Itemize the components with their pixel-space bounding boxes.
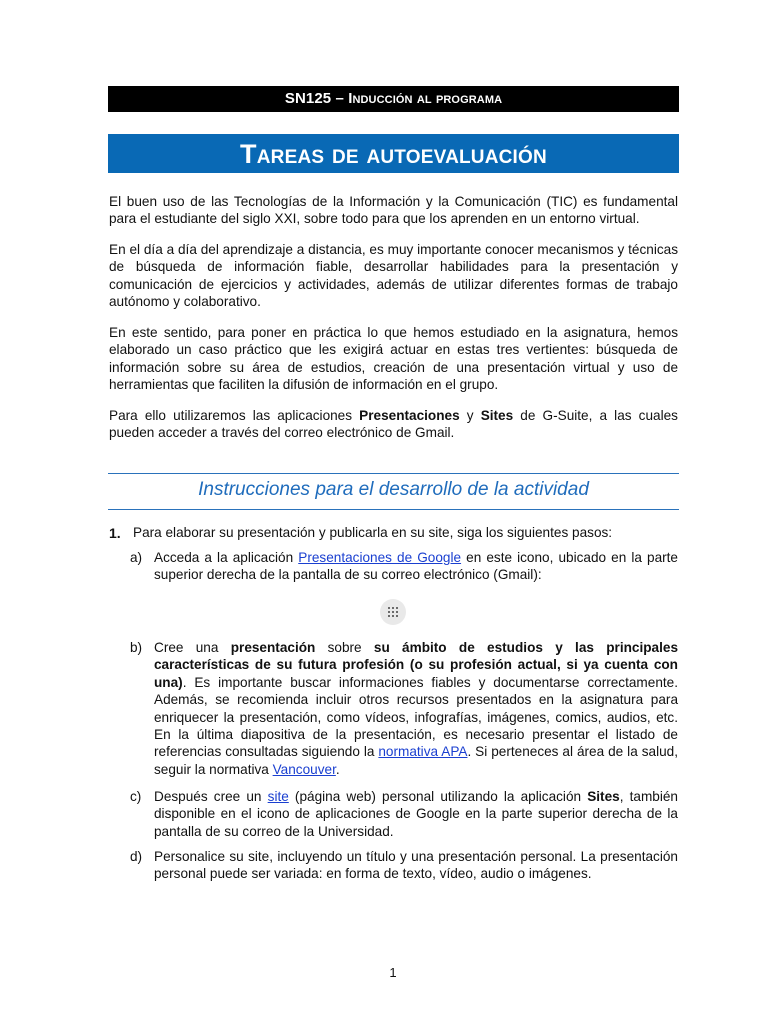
apps-grid-icon[interactable] (380, 599, 406, 625)
intro-paragraph-3: En este sentido, para poner en práctica lo que hemos estudiado en la asignatura, hemos elaborado un caso práctico que les exigirá actuar en estas tres vertientes: búsqueda de información sobre su área de estudios, creación de una presentación virtual y uso de herramientas que faciliten la difusión de información en el grupo. (109, 325, 678, 393)
item-b-text-1: Cree una (154, 640, 231, 655)
item-b-text-2: sobre (315, 640, 374, 655)
item-b-text-5: . (335, 761, 340, 777)
normativa-apa-link[interactable]: normativa APA (378, 744, 468, 760)
course-separator: – (331, 90, 349, 107)
page-title: Tareas de autoevaluación (108, 134, 679, 173)
intro-paragraph-1: El buen uso de las Tecnologías de la Información y la Comunicación (TIC) es fundamental para el estudiante del siglo XXI, sobre todo para que los aprenden en un entorno virtual. (109, 194, 678, 227)
item-text (154, 549, 678, 584)
item-b-bold-2: su ámbito de estudios y las principales características de su futura profesión (o su profesión actual, si ya cuenta con una) (154, 640, 679, 690)
step-text: Para elaborar su presentación y publicarla en su site, siga los siguientes pasos: (133, 525, 613, 540)
item-c-text-1: Después cree un (154, 789, 268, 804)
item-text (154, 639, 678, 778)
p4-bold-sites: Sites (480, 408, 514, 423)
item-c-bold-sites: Sites (587, 789, 620, 804)
item-a-text-1: Acceda a la aplicación (154, 550, 299, 565)
item-b-text-4: . Si perteneces al área de la salud, seguir la normativa (154, 744, 678, 777)
intro-paragraph-2: En el día a día del aprendizaje a distancia, es muy importante conocer mecanismos y técnicas de búsqueda de información fiable, desarrollar habilidades para la presentación y comunicación de ejercicios y actividades, además de utilizar diferentes formas de trabajo autónomo y colaborativo. (109, 242, 678, 310)
item-letter: d) (130, 849, 143, 864)
page-number: 1 (389, 965, 397, 980)
p4-bold-presentaciones: Presentaciones (359, 408, 460, 423)
item-text (154, 788, 678, 840)
item-letter: b) (130, 640, 143, 655)
item-letter: a) (130, 550, 143, 565)
item-c-text-2: (página web) personal utilizando la aplicación (288, 789, 588, 804)
course-code: SN125 (284, 90, 332, 107)
item-b-bold-1: presentación (230, 640, 316, 655)
item-a-text-2: en este icono, ubicado en la parte superior derecha de la pantalla de su correo electrónico (Gmail): (154, 550, 678, 583)
p4-text-1: Para ello utilizaremos las aplicaciones (109, 408, 360, 423)
step-number: 1. (109, 525, 121, 541)
section-heading: Instrucciones para el desarrollo de la actividad (198, 479, 589, 500)
presentaciones-google-link[interactable]: Presentaciones de Google (298, 550, 462, 565)
vancouver-link[interactable]: Vancouver (272, 761, 336, 777)
item-text: Personalice su site, incluyendo un título y una presentación personal. La presentación personal puede ser variada: en forma de texto, vídeo, audio o imágenes. (154, 849, 678, 882)
intro-paragraph-4 (109, 407, 678, 442)
p4-text-2: y (459, 408, 481, 423)
course-name: Inducción al programa (348, 90, 503, 107)
item-c-text-3: , también disponible en el icono de aplicaciones de Google en la parte superior derecha de la pantalla de su correo de la Universidad. (154, 789, 678, 839)
section-rule-top (108, 473, 679, 474)
course-banner (108, 86, 679, 112)
site-link[interactable]: site (267, 789, 289, 804)
section-rule-bottom (108, 509, 679, 510)
p4-text-3: de G-Suite, a las cuales pueden acceder a través del correo electrónico de Gmail. (109, 408, 678, 441)
item-letter: c) (130, 789, 142, 804)
item-b-text-3: . Es importante buscar informaciones fiables y documentarse correctamente. Además, se recomienda incluir otros recursos presentados en la asignatura para enriquecer la presentación, como vídeos, infografías, imágenes, comics, audios, etc. En la última diapositiva de la presentación, es necesario presentar el listado de referencias consultadas siguiendo la (154, 674, 678, 760)
